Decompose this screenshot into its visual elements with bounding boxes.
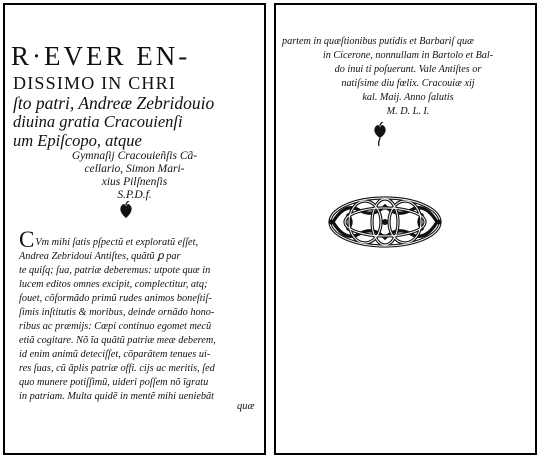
catchword: quæ xyxy=(237,401,255,412)
drop-cap: C xyxy=(19,227,35,252)
body-line: Andrea Zebridoui Antiſtes, quãtũ ꝑ par xyxy=(19,251,181,262)
body-line: lucem editos omnes excipit, complectitur, atq; xyxy=(19,279,208,290)
body-line: res ſuas, cũ ãplis patriæ offi. cijs ac meritis, ſed xyxy=(19,363,215,374)
body-line: CVm mihi ſatis pſpectũ et exploratũ eſſet, xyxy=(19,227,199,252)
closing-line: kal. Maij. Anno ſalutis xyxy=(362,92,454,103)
body-line: id enim animũ deteciſſet, cõparãtem tenues ui- xyxy=(19,349,211,360)
hedera-leaf-icon xyxy=(373,122,387,148)
subheading-line-2: cellario, Simon Mari- xyxy=(84,163,185,175)
body-line: etiã cogitare. Nõ ĩa quãtũ patriæ meæ deberem, xyxy=(19,335,216,346)
left-page xyxy=(3,3,266,455)
subheading-line-3: xius Pilſnenſis xyxy=(101,176,168,188)
hedera-leaf-icon xyxy=(119,201,133,219)
body-line: quo munere potiſſimũ, uideri poſſem nõ ĩgratu xyxy=(19,377,209,388)
body-line: te quiſq; ſua, patriæ deberemus: utpote quæ in xyxy=(19,265,211,276)
body-line: ribus ac præmijs: Cœpi continuo egomet mecũ xyxy=(19,321,212,332)
closing-line: partem in quæſtionibus putidis et Barbariſ quæ xyxy=(282,36,474,47)
dedication-heading-line-4: um Epiſcopo, atque xyxy=(13,131,142,150)
dedication-body xyxy=(19,227,257,404)
closing-line: natiſsime diu fœlix. Cracouiæ xij xyxy=(341,78,475,89)
body-line: fouet, cõformãdo primũ rudes animos boneſtiſ- xyxy=(19,293,212,304)
closing-text xyxy=(282,35,534,119)
knotwork-ornament-icon xyxy=(325,190,445,254)
body-line: ſimis inſtitutis & moribus, deinde ornãdo hono- xyxy=(19,307,215,318)
dedication-heading-line-3: diuina gratia Cracouienſi xyxy=(13,112,183,131)
right-page xyxy=(274,3,537,455)
dedication-heading-line-2: ſto patri, Andreæ Zebridouio xyxy=(13,93,215,113)
dedication-heading-line-1: DISSIMO IN CHRI xyxy=(13,73,177,93)
body-line: in patriam. Multa quidẽ in mentẽ mihi ueniebãt xyxy=(19,391,215,402)
date-line: M. D. L. I. xyxy=(386,106,430,117)
subheading-line-1: Gymnaſij Cracouieñſis Cã- xyxy=(71,150,198,162)
closing-line: in Cicerone, nonnullam in Bartolo et Bal- xyxy=(322,50,494,61)
dedication-heading-large: R·EVER EN- xyxy=(11,41,191,71)
salutation-line: S.P.D.f. xyxy=(117,189,152,201)
closing-line: do inui ti poſuerunt. Vale Antiſtes or xyxy=(334,64,482,75)
